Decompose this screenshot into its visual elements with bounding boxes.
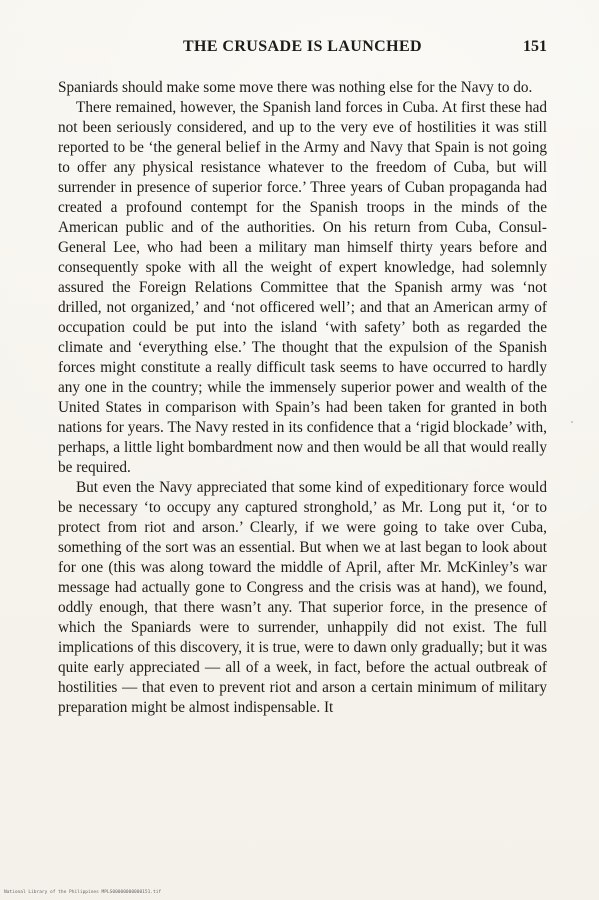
- running-head: THE CRUSADE IS LAUNCHED: [182, 38, 423, 55]
- paragraph: There remained, however, the Spanish land forces in Cuba. At first these had not been seriously considered, and up to the very eve of hostilities it was still reported to be ‘the general belief in the Army and Navy that Spain is not going to offer any physical resistance whatever to the freedom of Cuba, but will surrender in presence of superior force.’ Three years of Cuban propaganda had created a profound contempt for the Spanish troops in the minds of the American public and of the authorities. On his return from Cuba, Consul-General Lee, who had been a military man himself thirty years before and consequently spoke with all the weight of expert knowledge, had solemnly assured the Foreign Relations Committee that the Spanish army was ‘not drilled, not organized,’ and ‘not officered well’; and that an American army of occupation could be put into the island ‘with safety’ both as regarded the climate and ‘everything else.’ The thought that the expulsion of the Spanish forces might constitute a really difficult task seems to have occurred to hardly any one in the country; while the immensely superior power and wealth of the United States in comparison with Spain’s had been taken for granted in both nations for years. The Navy rested in its confidence that a ‘rigid blockade’ with, perhaps, a little light bombardment now and then would be all that would really be required.: [58, 99, 547, 476]
- paragraph: But even the Navy appreciated that some kind of expeditionary force would be necessary ‘to occupy any captured stronghold,’ as Mr. Long put it, ‘or to protect from riot and arson.’ Clearly, if we were going to take over Cuba, something of the sort was an essential. But when we at last began to look about for one (this was along toward the middle of April, after Mr. McKinley’s war message had actually gone to Congress and the crisis was at hand), we found, oddly enough, that there wasn’t any. That superior force, in the presence of which the Spaniards were to surrender, unhappily did not exist. The full implications of this discovery, it is true, were to dawn only gradually; but it was quite early appreciated — all of a week, in fact, before the actual outbreak of hostilities — that even to prevent riot and arson a certain minimum of military preparation might be almost indispensable. It: [58, 479, 547, 716]
- scan-footer-note: National Library of the Philippines MPLS00000000000151.tif: [4, 890, 162, 895]
- page-body: [58, 78, 547, 718]
- page-header: [58, 38, 547, 62]
- page-number: 151: [523, 38, 547, 55]
- paragraph-continuation: Spaniards should make some move there was nothing else for the Navy to do.: [58, 79, 533, 96]
- scan-speck: [571, 421, 573, 423]
